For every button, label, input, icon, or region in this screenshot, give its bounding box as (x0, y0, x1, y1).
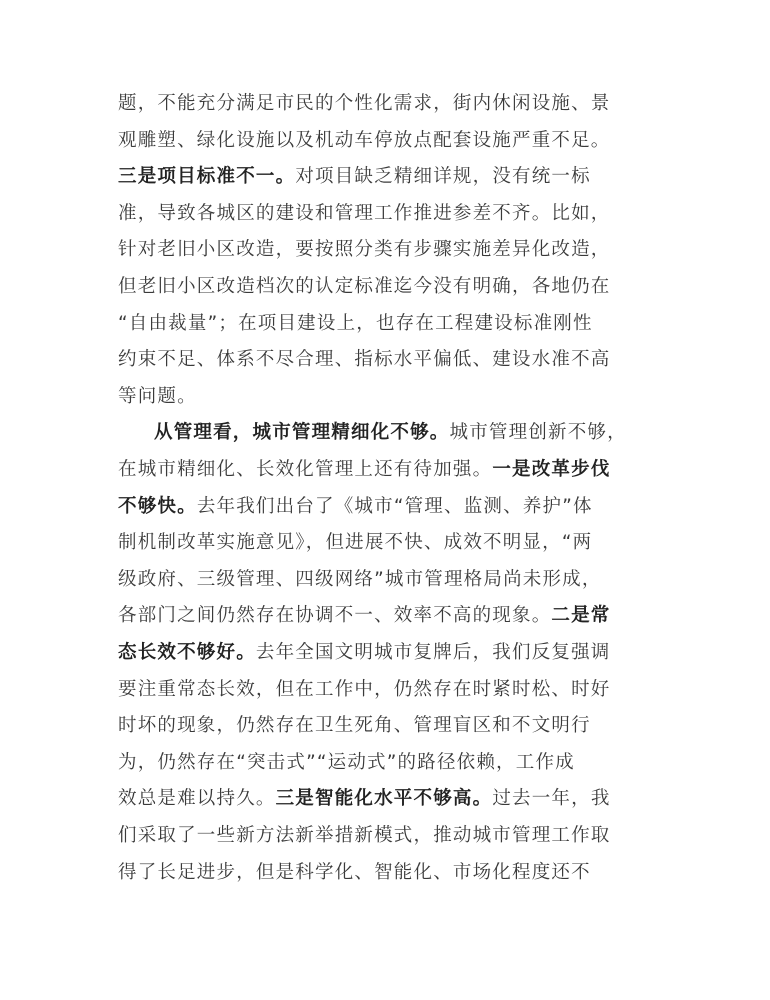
text-segment: 们采取了一些新方法新举措新模式，推动城市管理工作取 (118, 825, 611, 846)
text-segment: 但老旧小区改造档次的认定标准迄今没有明确，各地仍在 (118, 276, 611, 297)
text-line (118, 92, 611, 116)
text-segment: “自由裁量”；在项目建设上，也存在工程建设标准刚性 (118, 312, 593, 334)
text-line (118, 458, 611, 482)
text-segment: 约束不足、体系不尽合理、指标水平偏低、建设水准不高 (118, 349, 611, 371)
bold-text-segment: 二是常 (551, 605, 611, 627)
text-line (154, 421, 627, 445)
text-line (118, 129, 611, 153)
text-line (118, 787, 611, 811)
text-line (118, 861, 591, 885)
text-segment: 针对老旧小区改造，要按照分类有步骤实施差异化改造， (118, 239, 611, 261)
text-segment: 对项目缺乏精细详规，没有统一标 (295, 166, 591, 188)
text-line (118, 714, 591, 738)
text-segment: 各部门之间仍然存在协调不一、效率不高的现象。 (118, 605, 552, 627)
text-segment: 去年全国文明城市复牌后，我们反复强调 (255, 642, 611, 663)
text-line (118, 495, 593, 519)
text-line (118, 604, 611, 628)
text-segment: 为，仍然存在“突击式”“运动式”的路径依赖，工作成 (118, 751, 575, 773)
text-segment: 要注重常态长效，但在工作中，仍然存在时紧时松、时好 (118, 678, 611, 700)
text-line (118, 641, 611, 665)
text-line (118, 751, 575, 775)
bold-text-segment: 从管理看，城市管理精细化不够。 (154, 422, 450, 444)
text-line (118, 824, 611, 848)
text-segment: 效总是难以持久。 (118, 788, 276, 810)
text-segment: 题，不能充分满足市民的个性化需求，街内休闲设施、景 (118, 93, 611, 114)
text-segment: 级政府、三级管理、四级网络”城市管理格局尚未形成， (118, 568, 602, 590)
bold-text-segment: 一是改革步伐 (492, 459, 611, 480)
text-segment: 得了长足进步，但是科学化、智能化、市场化程度还不 (118, 861, 591, 883)
text-line (118, 348, 611, 372)
text-segment: 观雕塑、绿化设施以及机动车停放点配套设施严重不足。 (118, 129, 611, 151)
bold-text-segment: 态长效不够好。 (118, 642, 256, 663)
text-segment: 过去一年，我 (492, 788, 611, 810)
text-line (118, 678, 611, 702)
text-line (118, 275, 611, 299)
text-segment: 制机制改革实施意见》，但进展不快、成效不明显，“两 (118, 532, 593, 554)
bold-text-segment: 三是项目标准不一。 (118, 166, 296, 188)
text-segment: 城市管理创新不够， (449, 422, 627, 444)
text-segment: 等问题。 (118, 385, 197, 407)
text-segment: 准，导致各城区的建设和管理工作推进参差不齐。比如， (118, 202, 611, 224)
text-segment: 去年我们出台了《城市“管理、监测、养护”体 (196, 495, 593, 517)
text-line (118, 385, 197, 409)
text-line (118, 531, 592, 555)
bold-text-segment: 三是智能化水平不够高。 (275, 788, 493, 810)
text-segment: 时坏的现象，仍然存在卫生死角、管理盲区和不文明行 (118, 715, 591, 737)
text-line (118, 165, 591, 189)
text-segment: 在城市精细化、长效化管理上还有待加强。 (118, 459, 493, 480)
bold-text-segment: 不够快。 (118, 495, 197, 517)
text-line (118, 238, 611, 262)
text-line (118, 312, 593, 336)
text-line (118, 202, 611, 226)
text-line (118, 568, 602, 592)
